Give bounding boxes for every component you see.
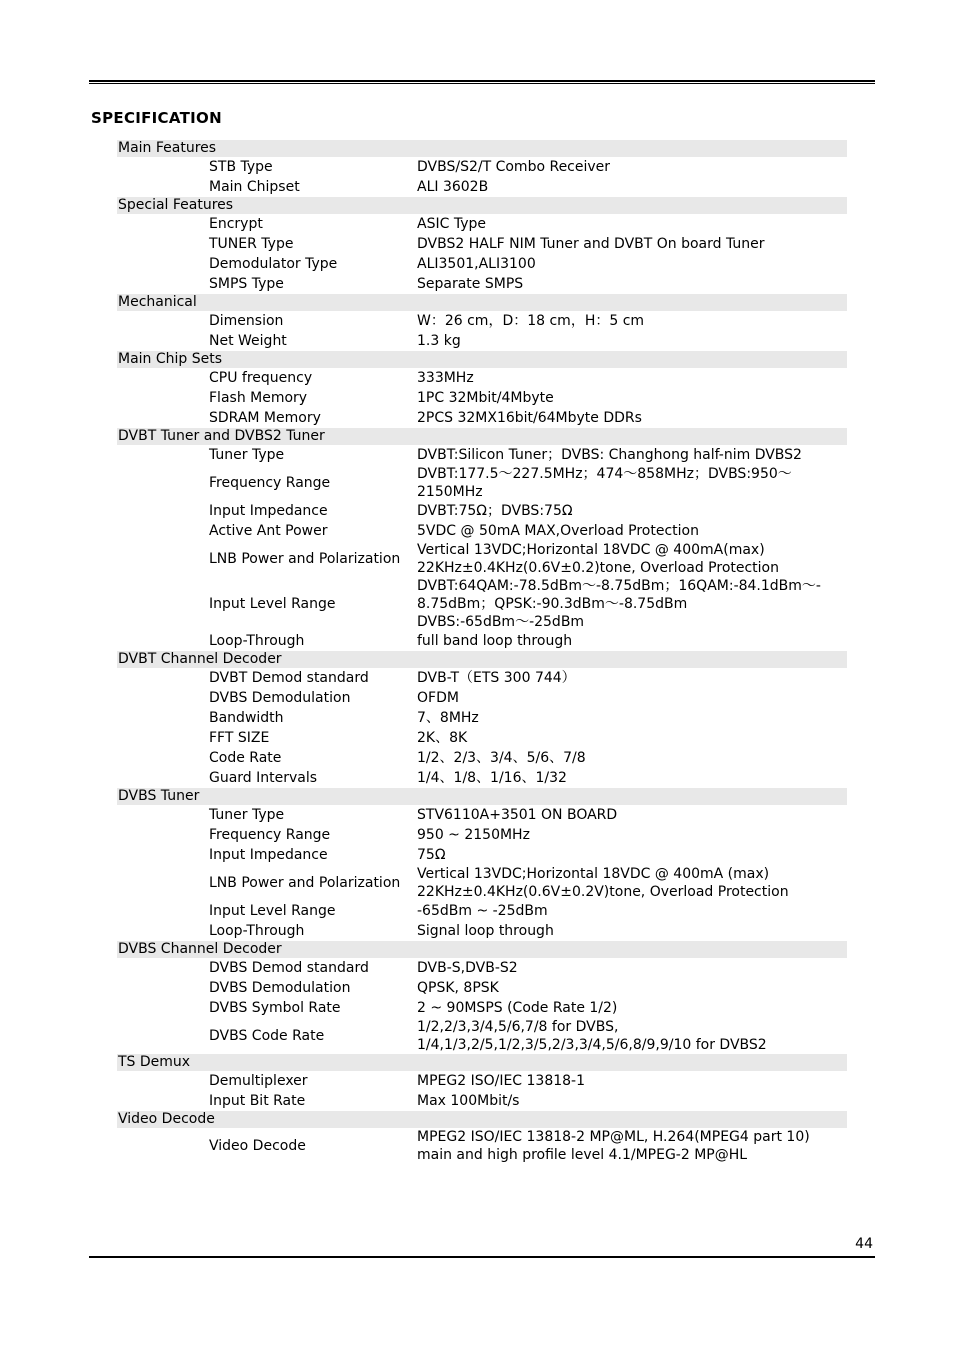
spec-value: 1/2、2/3、3/4、5/6、7/8 bbox=[417, 750, 586, 766]
spec-value: ALI3501,ALI3100 bbox=[417, 256, 536, 272]
spec-value: DVB-T（ETS 300 744） bbox=[417, 670, 576, 686]
spec-label: Tuner Type bbox=[209, 807, 285, 823]
spec-label: Code Rate bbox=[209, 750, 282, 766]
spec-row bbox=[117, 408, 847, 428]
section-header: Main Features bbox=[117, 140, 847, 157]
spec-label: Encrypt bbox=[209, 216, 263, 232]
spec-value: Max 100Mbit/s bbox=[417, 1093, 520, 1109]
spec-value: Vertical 13VDC;Horizontal 18VDC @ 400mA(max) 22KHz±0.4KHz(0.6V±0.2)tone, Overload Protection bbox=[417, 542, 779, 576]
specification-table bbox=[117, 140, 847, 1164]
spec-value: 5VDC @ 50mA MAX,Overload Protection bbox=[417, 523, 699, 539]
spec-label: DVBS Symbol Rate bbox=[209, 1000, 341, 1016]
spec-label: STB Type bbox=[209, 159, 273, 175]
spec-row bbox=[117, 748, 847, 768]
section-header: DVBS Channel Decoder bbox=[117, 941, 847, 958]
spec-value: Vertical 13VDC;Horizontal 18VDC @ 400mA (max) 22KHz±0.4KHz(0.6V±0.2V)tone, Overload Protection bbox=[417, 866, 789, 900]
spec-label: Frequency Range bbox=[209, 475, 331, 491]
spec-value: 1/2,2/3,3/4,5/6,7/8 for DVBS, 1/4,1/3,2/5,1/2,3/5,2/3,3/4,5/6,8/9,9/10 for DVBS2 bbox=[417, 1019, 767, 1053]
spec-row bbox=[117, 465, 847, 501]
spec-label: DVBT Demod standard bbox=[209, 670, 369, 686]
spec-row bbox=[117, 1091, 847, 1111]
spec-label: FFT SIZE bbox=[209, 730, 270, 746]
spec-row bbox=[117, 845, 847, 865]
spec-label: Dimension bbox=[209, 313, 284, 329]
spec-label: Input Bit Rate bbox=[209, 1093, 306, 1109]
spec-value: 2K、8K bbox=[417, 730, 468, 746]
spec-value: 1PC 32Mbit/4Mbyte bbox=[417, 390, 554, 406]
spec-label: SMPS Type bbox=[209, 276, 284, 292]
spec-value: 75Ω bbox=[417, 847, 446, 863]
header-rule bbox=[89, 80, 875, 84]
section-header: Main Chip Sets bbox=[117, 351, 847, 368]
spec-value: 950 ~ 2150MHz bbox=[417, 827, 530, 843]
spec-label: Loop-Through bbox=[209, 633, 305, 649]
spec-value: MPEG2 ISO/IEC 13818-1 bbox=[417, 1073, 586, 1089]
spec-label: Video Decode bbox=[209, 1138, 306, 1154]
spec-row bbox=[117, 978, 847, 998]
spec-label: Demultiplexer bbox=[209, 1073, 308, 1089]
spec-label: Loop-Through bbox=[209, 923, 305, 939]
spec-label: Guard Intervals bbox=[209, 770, 318, 786]
spec-label: Input Impedance bbox=[209, 503, 328, 519]
spec-label: Tuner Type bbox=[209, 447, 285, 463]
spec-row bbox=[117, 865, 847, 901]
spec-row bbox=[117, 274, 847, 294]
spec-value: DVBT:Silicon Tuner；DVBS: Changhong half-nim DVBS2 bbox=[417, 447, 802, 463]
spec-row bbox=[117, 901, 847, 921]
spec-label: LNB Power and Polarization bbox=[209, 875, 401, 891]
spec-row bbox=[117, 668, 847, 688]
page-title: SPECIFICATION bbox=[91, 109, 222, 127]
spec-label: Active Ant Power bbox=[209, 523, 328, 539]
spec-value: full band loop through bbox=[417, 633, 573, 649]
spec-label: Input Level Range bbox=[209, 903, 336, 919]
section-header: TS Demux bbox=[117, 1054, 847, 1071]
spec-label: Bandwidth bbox=[209, 710, 284, 726]
spec-value: 7、8MHz bbox=[417, 710, 479, 726]
spec-label: Frequency Range bbox=[209, 827, 331, 843]
spec-value: 2PCS 32MX16bit/64Mbyte DDRs bbox=[417, 410, 642, 426]
spec-value: Signal loop through bbox=[417, 923, 554, 939]
section-header: Mechanical bbox=[117, 294, 847, 311]
spec-row bbox=[117, 825, 847, 845]
spec-row bbox=[117, 768, 847, 788]
spec-row bbox=[117, 1071, 847, 1091]
spec-row bbox=[117, 577, 847, 631]
spec-value: OFDM bbox=[417, 690, 459, 706]
spec-value: DVBT:75Ω；DVBS:75Ω bbox=[417, 503, 573, 519]
spec-row bbox=[117, 1128, 847, 1164]
spec-row bbox=[117, 631, 847, 651]
spec-value: ALI 3602B bbox=[417, 179, 489, 195]
spec-value: ASIC Type bbox=[417, 216, 486, 232]
spec-value: Separate SMPS bbox=[417, 276, 524, 292]
spec-label: Input Level Range bbox=[209, 596, 336, 612]
spec-label: Input Impedance bbox=[209, 847, 328, 863]
section-header: DVBS Tuner bbox=[117, 788, 847, 805]
spec-row bbox=[117, 998, 847, 1018]
spec-row bbox=[117, 331, 847, 351]
spec-row bbox=[117, 388, 847, 408]
spec-value: MPEG2 ISO/IEC 13818-2 MP@ML, H.264(MPEG4 part 10) main and high profile level 4.1/MPEG-2 MP@HL bbox=[417, 1129, 810, 1163]
spec-row bbox=[117, 311, 847, 331]
spec-label: Demodulator Type bbox=[209, 256, 338, 272]
spec-value: DVBS2 HALF NIM Tuner and DVBT On board Tuner bbox=[417, 236, 765, 252]
spec-row bbox=[117, 157, 847, 177]
spec-row bbox=[117, 521, 847, 541]
footer-rule bbox=[89, 1256, 875, 1258]
spec-row bbox=[117, 921, 847, 941]
spec-row bbox=[117, 177, 847, 197]
spec-row bbox=[117, 958, 847, 978]
spec-value: DVBS/S2/T Combo Receiver bbox=[417, 159, 611, 175]
spec-value: DVB-S,DVB-S2 bbox=[417, 960, 518, 976]
spec-value: QPSK, 8PSK bbox=[417, 980, 499, 996]
section-header: Video Decode bbox=[117, 1111, 847, 1128]
spec-value: -65dBm ~ -25dBm bbox=[417, 903, 548, 919]
spec-label: SDRAM Memory bbox=[209, 410, 321, 426]
spec-value: 1.3 kg bbox=[417, 333, 461, 349]
spec-label: DVBS Demod standard bbox=[209, 960, 369, 976]
spec-value: W：26 cm，D：18 cm，H：5 cm bbox=[417, 313, 645, 329]
spec-row bbox=[117, 541, 847, 577]
spec-row bbox=[117, 234, 847, 254]
spec-row bbox=[117, 805, 847, 825]
spec-label: CPU frequency bbox=[209, 370, 313, 386]
spec-value: STV6110A+3501 ON BOARD bbox=[417, 807, 618, 823]
section-header: Special Features bbox=[117, 197, 847, 214]
section-header: DVBT Channel Decoder bbox=[117, 651, 847, 668]
spec-label: LNB Power and Polarization bbox=[209, 551, 401, 567]
spec-value: 2 ~ 90MSPS (Code Rate 1/2) bbox=[417, 1000, 618, 1016]
spec-value: 1/4、1/8、1/16、1/32 bbox=[417, 770, 567, 786]
spec-value: 333MHz bbox=[417, 370, 474, 386]
spec-row bbox=[117, 368, 847, 388]
spec-label: DVBS Demodulation bbox=[209, 690, 351, 706]
spec-label: DVBS Code Rate bbox=[209, 1028, 325, 1044]
spec-value: DVBT:64QAM:-78.5dBm～-8.75dBm；16QAM:-84.1dBm～- 8.75dBm；QPSK:-90.3dBm～-8.75dBm DVBS:-65dBm～-25dBm bbox=[417, 578, 821, 630]
spec-label: Net Weight bbox=[209, 333, 287, 349]
section-header: DVBT Tuner and DVBS2 Tuner bbox=[117, 428, 847, 445]
spec-label: Flash Memory bbox=[209, 390, 308, 406]
page-number: 44 bbox=[855, 1236, 873, 1252]
spec-row bbox=[117, 708, 847, 728]
spec-row bbox=[117, 688, 847, 708]
spec-row bbox=[117, 1018, 847, 1054]
spec-row bbox=[117, 501, 847, 521]
spec-row bbox=[117, 214, 847, 234]
spec-row bbox=[117, 728, 847, 748]
spec-label: Main Chipset bbox=[209, 179, 300, 195]
spec-value: DVBT:177.5～227.5MHz；474～858MHz；DVBS:950～ 2150MHz bbox=[417, 466, 792, 500]
spec-row bbox=[117, 445, 847, 465]
spec-row bbox=[117, 254, 847, 274]
spec-label: TUNER Type bbox=[209, 236, 294, 252]
spec-label: DVBS Demodulation bbox=[209, 980, 351, 996]
